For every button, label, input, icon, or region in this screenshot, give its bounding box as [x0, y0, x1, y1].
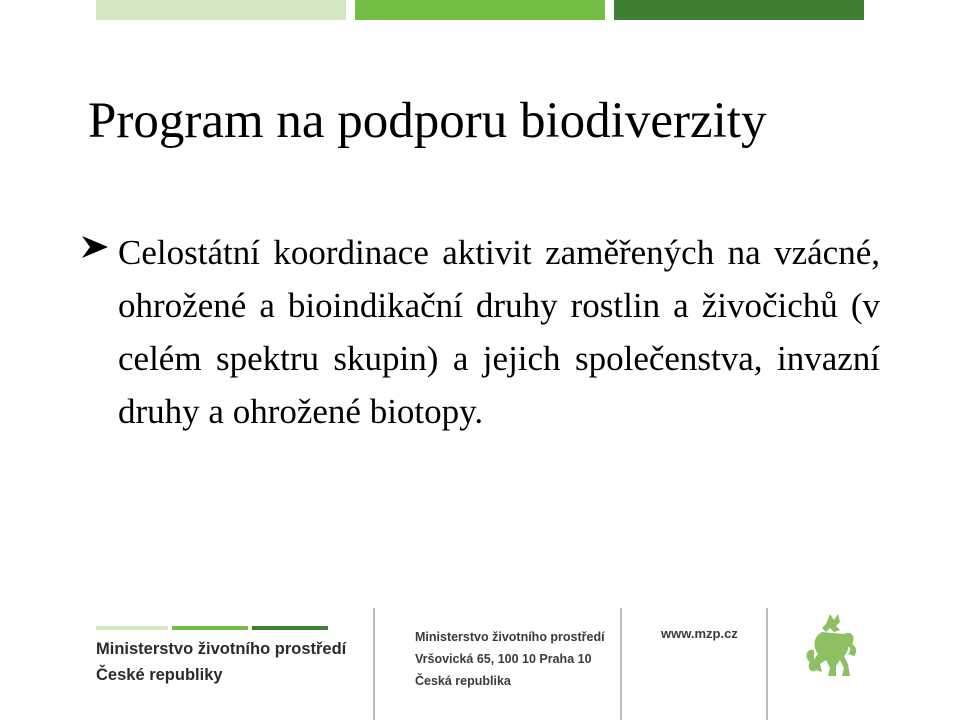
- address-block: [415, 626, 605, 692]
- address-country: Česká republika: [415, 674, 511, 688]
- divider: [766, 608, 768, 720]
- czech-lion-emblem-icon: [800, 610, 862, 680]
- top-stripe-light: [96, 0, 346, 20]
- ministry-country: České republiky: [96, 666, 223, 684]
- bullet-item: [80, 226, 880, 438]
- arrow-bullet-icon: [80, 234, 110, 260]
- website-link[interactable]: www.mzp.cz: [661, 626, 738, 641]
- footer-stripe-mid: [172, 626, 248, 630]
- address-org: Ministerstvo životního prostředí: [415, 630, 605, 644]
- footer-stripe-dark: [252, 626, 328, 630]
- footer: [0, 600, 960, 722]
- divider: [620, 608, 622, 720]
- footer-stripe-light: [96, 626, 168, 630]
- top-stripe-mid: [355, 0, 605, 20]
- address-street: Vršovická 65, 100 10 Praha 10: [415, 652, 592, 666]
- divider: [373, 608, 375, 720]
- top-stripe-dark: [614, 0, 864, 20]
- ministry-logo-text: [96, 636, 346, 688]
- ministry-name: Ministerstvo životního prostředí: [96, 640, 347, 658]
- bullet-text: Celostátní koordinace aktivit zaměřených na vzácné, ohrožené a bioindikační druhy rostlin a živočichů (v celém spektru skupin) a jejich společenstva, invazní druhy a ohrožené biotopy.: [118, 233, 880, 431]
- slide-title: Program na podporu biodiverzity: [88, 93, 767, 149]
